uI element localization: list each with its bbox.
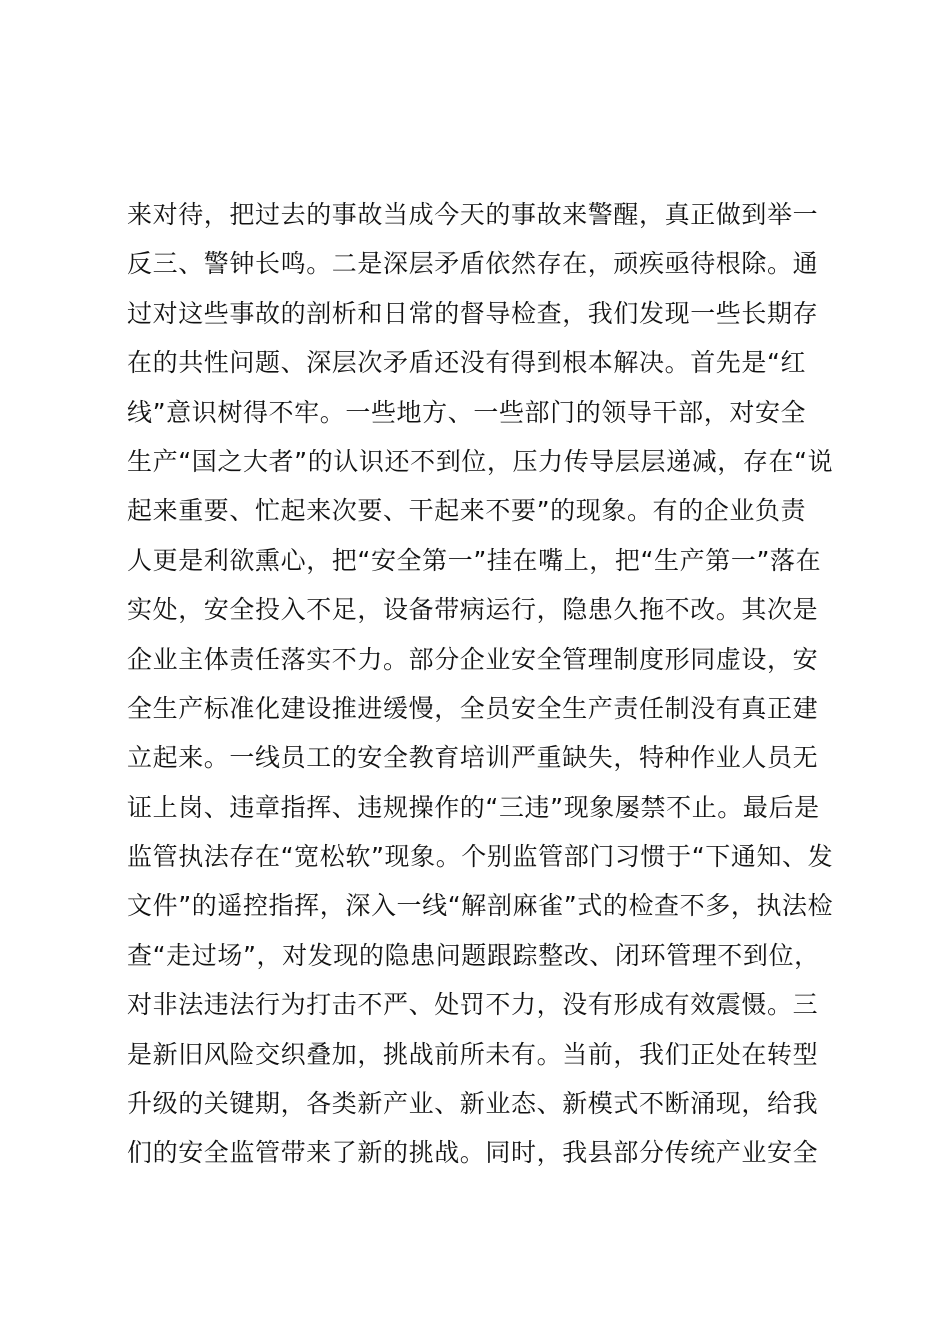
- text-line: 们的安全监管带来了新的挑战。同时，我县部分传统产业安全: [127, 1138, 819, 1168]
- text-line: 生产“国之大者”的认识还不到位，压力传导层层递减，存在“说: [127, 446, 834, 476]
- body-text: [127, 190, 834, 1178]
- text-line: 是新旧风险交织叠加，挑战前所未有。当前，我们正处在转型: [127, 1039, 819, 1069]
- text-line: 升级的关键期，各类新产业、新业态、新模式不断涌现，给我: [127, 1089, 819, 1119]
- text-line: 证上岗、违章指挥、违规操作的“三违”现象屡禁不止。最后是: [127, 792, 820, 822]
- text-line: 立起来。一线员工的安全教育培训严重缺失，特种作业人员无: [127, 743, 819, 773]
- text-line: 在的共性问题、深层次矛盾还没有得到根本解决。首先是“红: [127, 348, 807, 378]
- text-line: 查“走过场”，对发现的隐患问题跟踪整改、闭环管理不到位，: [127, 940, 820, 970]
- text-line: 对非法违法行为打击不严、处罚不力，没有形成有效震慑。三: [127, 990, 819, 1020]
- text-line: 文件”的遥控指挥，深入一线“解剖麻雀”式的检查不多，执法检: [127, 891, 834, 921]
- text-line: 监管执法存在“宽松软”现象。个别监管部门习惯于“下通知、发: [127, 842, 834, 872]
- text-line: 起来重要、忙起来次要、干起来不要”的现象。有的企业负责: [127, 496, 807, 526]
- text-line: 企业主体责任落实不力。部分企业安全管理制度形同虚设，安: [127, 644, 819, 674]
- text-line: 过对这些事故的剖析和日常的督导检查，我们发现一些长期存: [127, 298, 819, 328]
- text-line: 实处，安全投入不足，设备带病运行，隐患久拖不改。其次是: [127, 595, 819, 625]
- text-line: 线”意识树得不牢。一些地方、一些部门的领导干部，对安全: [127, 397, 807, 427]
- text-line: 人更是利欲熏心，把“安全第一”挂在嘴上，把“生产第一”落在: [127, 545, 822, 575]
- text-line: 全生产标准化建设推进缓慢，全员安全生产责任制没有真正建: [127, 693, 819, 723]
- text-line: 反三、警钟长鸣。二是深层矛盾依然存在，顽疾亟待根除。通: [127, 249, 819, 279]
- text-line: 来对待，把过去的事故当成今天的事故来警醒，真正做到举一: [127, 200, 819, 229]
